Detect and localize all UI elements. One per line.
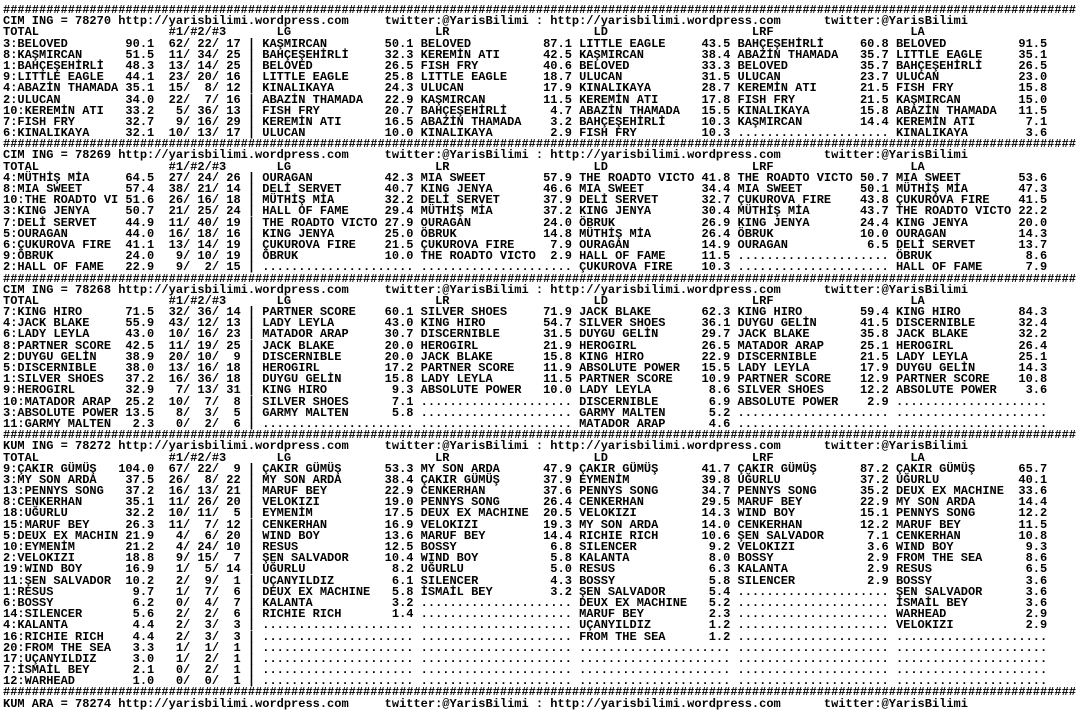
- table-row: 4:KALANTA 4.4 2/ 3/ 3 | ..................... ..................... UÇANYILDIZ 1.2 ..................... VELOKIZI 2.9: [3, 618, 1055, 633]
- table-row: 2:VELOKIZI 18.8 9/ 15/ 7 | ŞEN SALVADOR 10.4 WIND BOY 5.8 KALANTA 8.0 BOSSY 2.9 FROM THE SEA 8.6: [3, 551, 1055, 566]
- table-row: 5:OURAGAN 44.0 16/ 18/ 16 | KING JENYA 25.0 ÖBRUK 14.8 MÜTHİŞ MİA 26.4 ÖBRUK 10.0 OURAGAN 14.3: [3, 226, 1055, 241]
- column-header-row: TOTAL #1/#2/#3 LG LR LD LRF LA: [3, 159, 1069, 174]
- table-row: 17:UÇANYILDIZ 3.0 1/ 2/ 1 | ..................... ..................... ..................... ..................... .....................: [3, 651, 1055, 666]
- table-row: 2:DUYGU GELİN 38.9 20/ 10/ 9 | DISCERNIBLE 20.0 JACK BLAKE 15.8 KING HIRO 22.9 DISCERNIBLE 21.5 LADY LEYLA 25.1: [3, 349, 1055, 364]
- table-row: 8:MIA SWEET 57.4 38/ 21/ 14 | DELİ SERVET 40.7 KING JENYA 46.6 MIA SWEET 34.4 MIA SWEET 50.1 MÜTHİŞ MİA 47.3: [3, 182, 1055, 196]
- table-row: 6:LADY LEYLA 43.0 10/ 16/ 23 | MATADOR ARAP 30.7 DISCERNIBLE 31.5 DUYGU GELİN 29.7 JACK BLAKE 35.8 JACK BLAKE 32.2: [3, 327, 1055, 342]
- table-row: 16:RICHIE RICH 4.4 2/ 3/ 3 | ..................... ..................... FROM THE SEA 1.2 ..................... .....................: [3, 629, 1055, 644]
- table-row: 18:UĞURLU 32.2 10/ 11/ 5 | EYMENİM 17.5 DEUX EX MACHINE 20.5 VELOKIZI 14.3 WIND BOY 15.1 PENNYS SONG 12.2: [3, 506, 1055, 521]
- table-row: 6:ÇUKUROVA FIRE 41.1 13/ 14/ 19 | ÇUKUROVA FIRE 21.5 ÇUKUROVA FIRE 7.9 OURAGAN 14.9 OURAGAN 6.5 DELİ SERVET 13.7: [3, 237, 1055, 252]
- section-divider: #####################################################################################################################################################: [3, 137, 1076, 152]
- table-row: 11:GARMY MALTEN 2.3 0/ 2/ 6 | ..................... ..................... MATADOR ARAP 4.6 ..................... .....................: [3, 416, 1055, 431]
- table-row: 3:ABSOLUTE POWER 13.5 8/ 3/ 5 | GARMY MALTEN 5.8 ..................... GARMY MALTEN 5.2 ..................... .....................: [3, 405, 1055, 420]
- column-header-row: TOTAL #1/#2/#3 LG LR LD LRF LA: [3, 25, 1069, 40]
- table-row: 10:THE ROADTO VI 51.6 26/ 16/ 18 | MÜTHİŞ MİA 32.2 DELİ SERVET 37.9 DELİ SERVET 32.7 ÇUKUROVA FIRE 43.8 ÇUKUROVA FIRE 41.5: [3, 193, 1055, 208]
- table-row: 9:LITTLE EAGLE 44.1 23/ 20/ 16 | LITTLE EAGLE 25.8 LITTLE EAGLE 18.7 ULUCAN 31.5 ULUCAN 23.7 ULUCAN 23.0: [3, 70, 1055, 85]
- section-header: CIM ING = 78269 http://yarisbilimi.wordpress.com twitter:@YarisBilimi : http://yarisbilimi.wordpress.com twitter:@YarisBilimi: [3, 148, 968, 163]
- table-row: 13:PENNYS SONG 37.2 16/ 13/ 21 | MARUF BEY 22.9 CENKERHAN 37.6 PENNYS SONG 34.7 PENNYS SONG 35.2 DEUX EX MACHINE 33.6: [3, 484, 1055, 499]
- table-row: 8:PARTNER SCORE 42.5 11/ 19/ 25 | JACK BLAKE 20.0 HEROGIRL 21.9 HEROGIRL 26.5 MATADOR ARAP 25.1 HEROGIRL 26.4: [3, 338, 1055, 353]
- table-row: 10:EYMENİM 21.2 4/ 24/ 10 | RESUS 12.5 BOSSY 6.8 SILENCER 9.2 VELOKIZI 3.6 WIND BOY 9.3: [3, 540, 1055, 554]
- table-row: 7:FISH FRY 32.7 9/ 16/ 29 | KEREMİN ATI 16.5 ABAZİN THAMADA 3.2 BAHÇEŞEHİRLİ 10.3 KAŞMIRCAN 14.4 KEREMİN ATI 7.1: [3, 114, 1055, 129]
- table-row: 3:MY SON ARDA 37.5 26/ 8/ 22 | MY SON ARDA 38.4 ÇAKIR GÜMÜŞ 37.9 EYMENİM 39.8 UĞURLU 37.2 UĞURLU 40.1: [3, 472, 1055, 487]
- table-row: 6:KINALIKAYA 32.1 10/ 13/ 17 | ULUCAN 10.0 KINALIKAYA 2.9 FISH FRY 10.3 ..................... KINALIKAYA 3.6: [3, 126, 1055, 141]
- table-row: 4:JACK BLAKE 55.9 43/ 12/ 13 | LADY LEYLA 43.0 KING HIRO 54.7 SILVER SHOES 36.1 DUYGU GELİN 41.5 DISCERNIBLE 32.4: [3, 316, 1055, 331]
- table-row: 6:BOSSY 6.2 0/ 4/ 7 | KALANTA 3.2 ..................... DEUX EX MACHINE 5.2 ..................... İSMAİL BEY 3.6: [3, 595, 1055, 610]
- column-header-row: TOTAL #1/#2/#3 LG LR LD LRF LA: [3, 293, 1069, 308]
- table-row: 4:ABAZİN THAMADA 35.1 15/ 8/ 12 | KINALIKAYA 24.3 ULUCAN 17.9 KINALIKAYA 28.7 KEREMİN ATI 21.5 FISH FRY 15.8: [3, 81, 1055, 96]
- section-divider: #####################################################################################################################################################: [3, 3, 1076, 17]
- table-row: 4:MÜTHİŞ MİA 64.5 27/ 24/ 26 | OURAGAN 42.3 MIA SWEET 57.9 THE ROADTO VICTO 41.8 THE ROADTO VICTO 50.7 MIA SWEET 53.6: [3, 170, 1055, 185]
- table-row: 7:İSMAİL BEY 2.1 0/ 2/ 1 | ..................... ..................... ..................... ..................... .....................: [3, 663, 1055, 678]
- table-row: 8:CENKERHAN 35.1 11/ 26/ 20 | VELOKIZI 19.0 PENNYS SONG 26.4 CENKERHAN 29.5 MARUF BEY 22.9 MY SON ARDA 14.4: [3, 495, 1055, 510]
- table-row: 5:DISCERNIBLE 38.0 13/ 16/ 18 | HEROGIRL 17.2 PARTNER SCORE 11.9 ABSOLUTE POWER 15.5 LADY LEYLA 17.9 DUYGU GELİN 14.3: [3, 361, 1055, 375]
- section-header: CIM ING = 78270 http://yarisbilimi.wordpress.com twitter:@YarisBilimi : http://yarisbilimi.wordpress.com twitter:@YarisBilimi: [3, 14, 968, 29]
- table-row: 1:RESUS 9.7 1/ 7/ 6 | DEUX EX MACHINE 5.8 İSMAİL BEY 3.2 ŞEN SALVADOR 5.4 ..................... ŞEN SALVADOR 3.6: [3, 584, 1055, 599]
- section-divider: #####################################################################################################################################################: [3, 428, 1076, 443]
- table-row: 1:BAHÇEŞEHİRLİ 48.3 13/ 14/ 25 | BELOVED 26.5 FISH FRY 40.6 BELOVED 33.3 BELOVED 35.7 BAHÇEŞEHİRLİ 26.5: [3, 58, 1055, 73]
- table-row: 1:SILVER SHOES 37.2 16/ 36/ 18 | DUYGU GELİN 15.8 LADY LEYLA 11.5 PARTNER SCORE 10.9 PARTNER SCORE 12.9 PARTNER SCORE 10.8: [3, 372, 1055, 387]
- table-row: 7:DELİ SERVET 44.9 11/ 40/ 19 | THE ROADTO VICTO 27.9 OURAGAN 24.0 ÖBRUK 26.9 KING JENYA 24.4 KING JENYA 20.0: [3, 215, 1055, 230]
- report-footer: KUM ARA = 78274 http://yarisbilimi.wordpress.com twitter:@YarisBilimi : http://yarisbilimi.wordpress.com twitter:@YarisBilimi: [3, 696, 968, 711]
- table-row: 2:HALL OF FAME 22.9 9/ 2/ 15 | ..................... ..................... ÇUKUROVA FIRE 10.3 ..................... HALL OF FAME 7.9: [3, 260, 1055, 275]
- table-row: 12:WARHEAD 1.0 0/ 0/ 1 | ..................... ..................... ..................... ..................... .....................: [3, 674, 1055, 689]
- column-header-row: TOTAL #1/#2/#3 LG LR LD LRF LA: [3, 450, 1069, 465]
- table-row: 9:ÇAKIR GÜMÜŞ 104.0 67/ 22/ 9 | ÇAKIR GÜMÜŞ 53.3 MY SON ARDA 47.9 ÇAKIR GÜMÜŞ 41.7 ÇAKIR GÜMÜŞ 87.2 ÇAKIR GÜMÜŞ 65.7: [3, 461, 1055, 476]
- table-row: 3:BELOVED 90.1 62/ 22/ 17 | KAŞMIRCAN 50.1 BELOVED 87.1 LITTLE EAGLE 43.5 BAHÇEŞEHİRLİ 60.8 BELOVED 91.5: [3, 36, 1055, 51]
- table-row: 10:MATADOR ARAP 25.2 10/ 7/ 8 | SILVER SHOES 7.1 ..................... DISCERNIBLE 6.9 ABSOLUTE POWER 2.9 .....................: [3, 394, 1055, 409]
- table-row: 14:SILENCER 5.6 2/ 2/ 6 | RICHIE RICH 1.4 ..................... MARUF BEY 2.3 ..................... WARHEAD 2.9: [3, 607, 1055, 622]
- table-row: 5:DEUX EX MACHIN 21.9 4/ 6/ 20 | WIND BOY 13.6 MARUF BEY 14.4 RICHIE RICH 10.6 ŞEN SALVADOR 7.1 CENKERHAN 10.8: [3, 528, 1055, 543]
- table-row: 8:KAŞMIRCAN 51.5 11/ 34/ 25 | BAHÇEŞEHİRLİ 32.3 KEREMİN ATI 42.5 KAŞMIRCAN 38.4 ABAZİN THAMADA 35.7 LITTLE EAGLE 35.1: [3, 47, 1055, 62]
- table-row: 15:MARUF BEY 26.3 11/ 7/ 12 | CENKERHAN 16.9 VELOKIZI 19.3 MY SON ARDA 14.0 CENKERHAN 12.2 MARUF BEY 11.5: [3, 517, 1055, 532]
- table-row: 11:ŞEN SALVADOR 10.2 2/ 9/ 1 | UÇANYILDIZ 6.1 SILENCER 4.3 BOSSY 5.8 SILENCER 2.9 BOSSY 3.6: [3, 573, 1055, 588]
- table-row: 7:KING HIRO 71.5 32/ 36/ 14 | PARTNER SCORE 60.1 SILVER SHOES 71.9 JACK BLAKE 62.3 KING HIRO 59.4 KING HIRO 84.3: [3, 305, 1055, 320]
- table-row: 20:FROM THE SEA 3.3 1/ 1/ 1 | ..................... ..................... ..................... ..................... .....................: [3, 640, 1055, 655]
- table-row: 9:HEROGIRL 32.9 7/ 13/ 31 | KING HIRO 9.3 ABSOLUTE POWER 10.0 LADY LEYLA 8.6 SILVER SHOES 12.2 ABSOLUTE POWER 3.6: [3, 383, 1055, 398]
- table-row: 19:WIND BOY 16.9 1/ 5/ 14 | UĞURLU 8.2 UĞURLU 5.0 RESUS 6.3 KALANTA 2.9 RESUS 6.5: [3, 562, 1055, 577]
- table-row: 3:KING JENYA 50.7 21/ 25/ 24 | HALL OF FAME 29.4 MÜTHİŞ MİA 37.2 KING JENYA 30.4 MÜTHİŞ MİA 43.7 THE ROADTO VICTO 22.2: [3, 204, 1055, 219]
- section-divider: #####################################################################################################################################################: [3, 271, 1076, 286]
- table-row: 9:ÖBRUK 24.0 9/ 10/ 19 | ÖBRUK 10.0 THE ROADTO VICTO 2.9 HALL OF FAME 11.5 ..................... ÖBRUK 8.6: [3, 249, 1055, 264]
- section-divider: #####################################################################################################################################################: [3, 685, 1076, 700]
- table-row: 2:ULUCAN 34.0 22/ 7/ 16 | ABAZİN THAMADA 22.9 KAŞMIRCAN 11.5 KEREMİN ATI 17.8 FISH FRY 21.5 KAŞMIRCAN 15.0: [3, 92, 1055, 107]
- section-header: CIM ING = 78268 http://yarisbilimi.wordpress.com twitter:@YarisBilimi : http://yarisbilimi.wordpress.com twitter:@YarisBilimi: [3, 282, 968, 297]
- table-row: 10:KEREMİN ATI 33.2 5/ 36/ 13 | FISH FRY 20.7 BAHÇEŞEHİRLİ 4.7 ABAZİN THAMADA 15.5 KINALIKAYA 15.8 ABAZİN THAMADA 11.5: [3, 103, 1055, 118]
- section-header: KUM ING = 78272 http://yarisbilimi.wordpress.com twitter:@YarisBilimi : http://yarisbilimi.wordpress.com twitter:@YarisBilimi: [3, 439, 968, 454]
